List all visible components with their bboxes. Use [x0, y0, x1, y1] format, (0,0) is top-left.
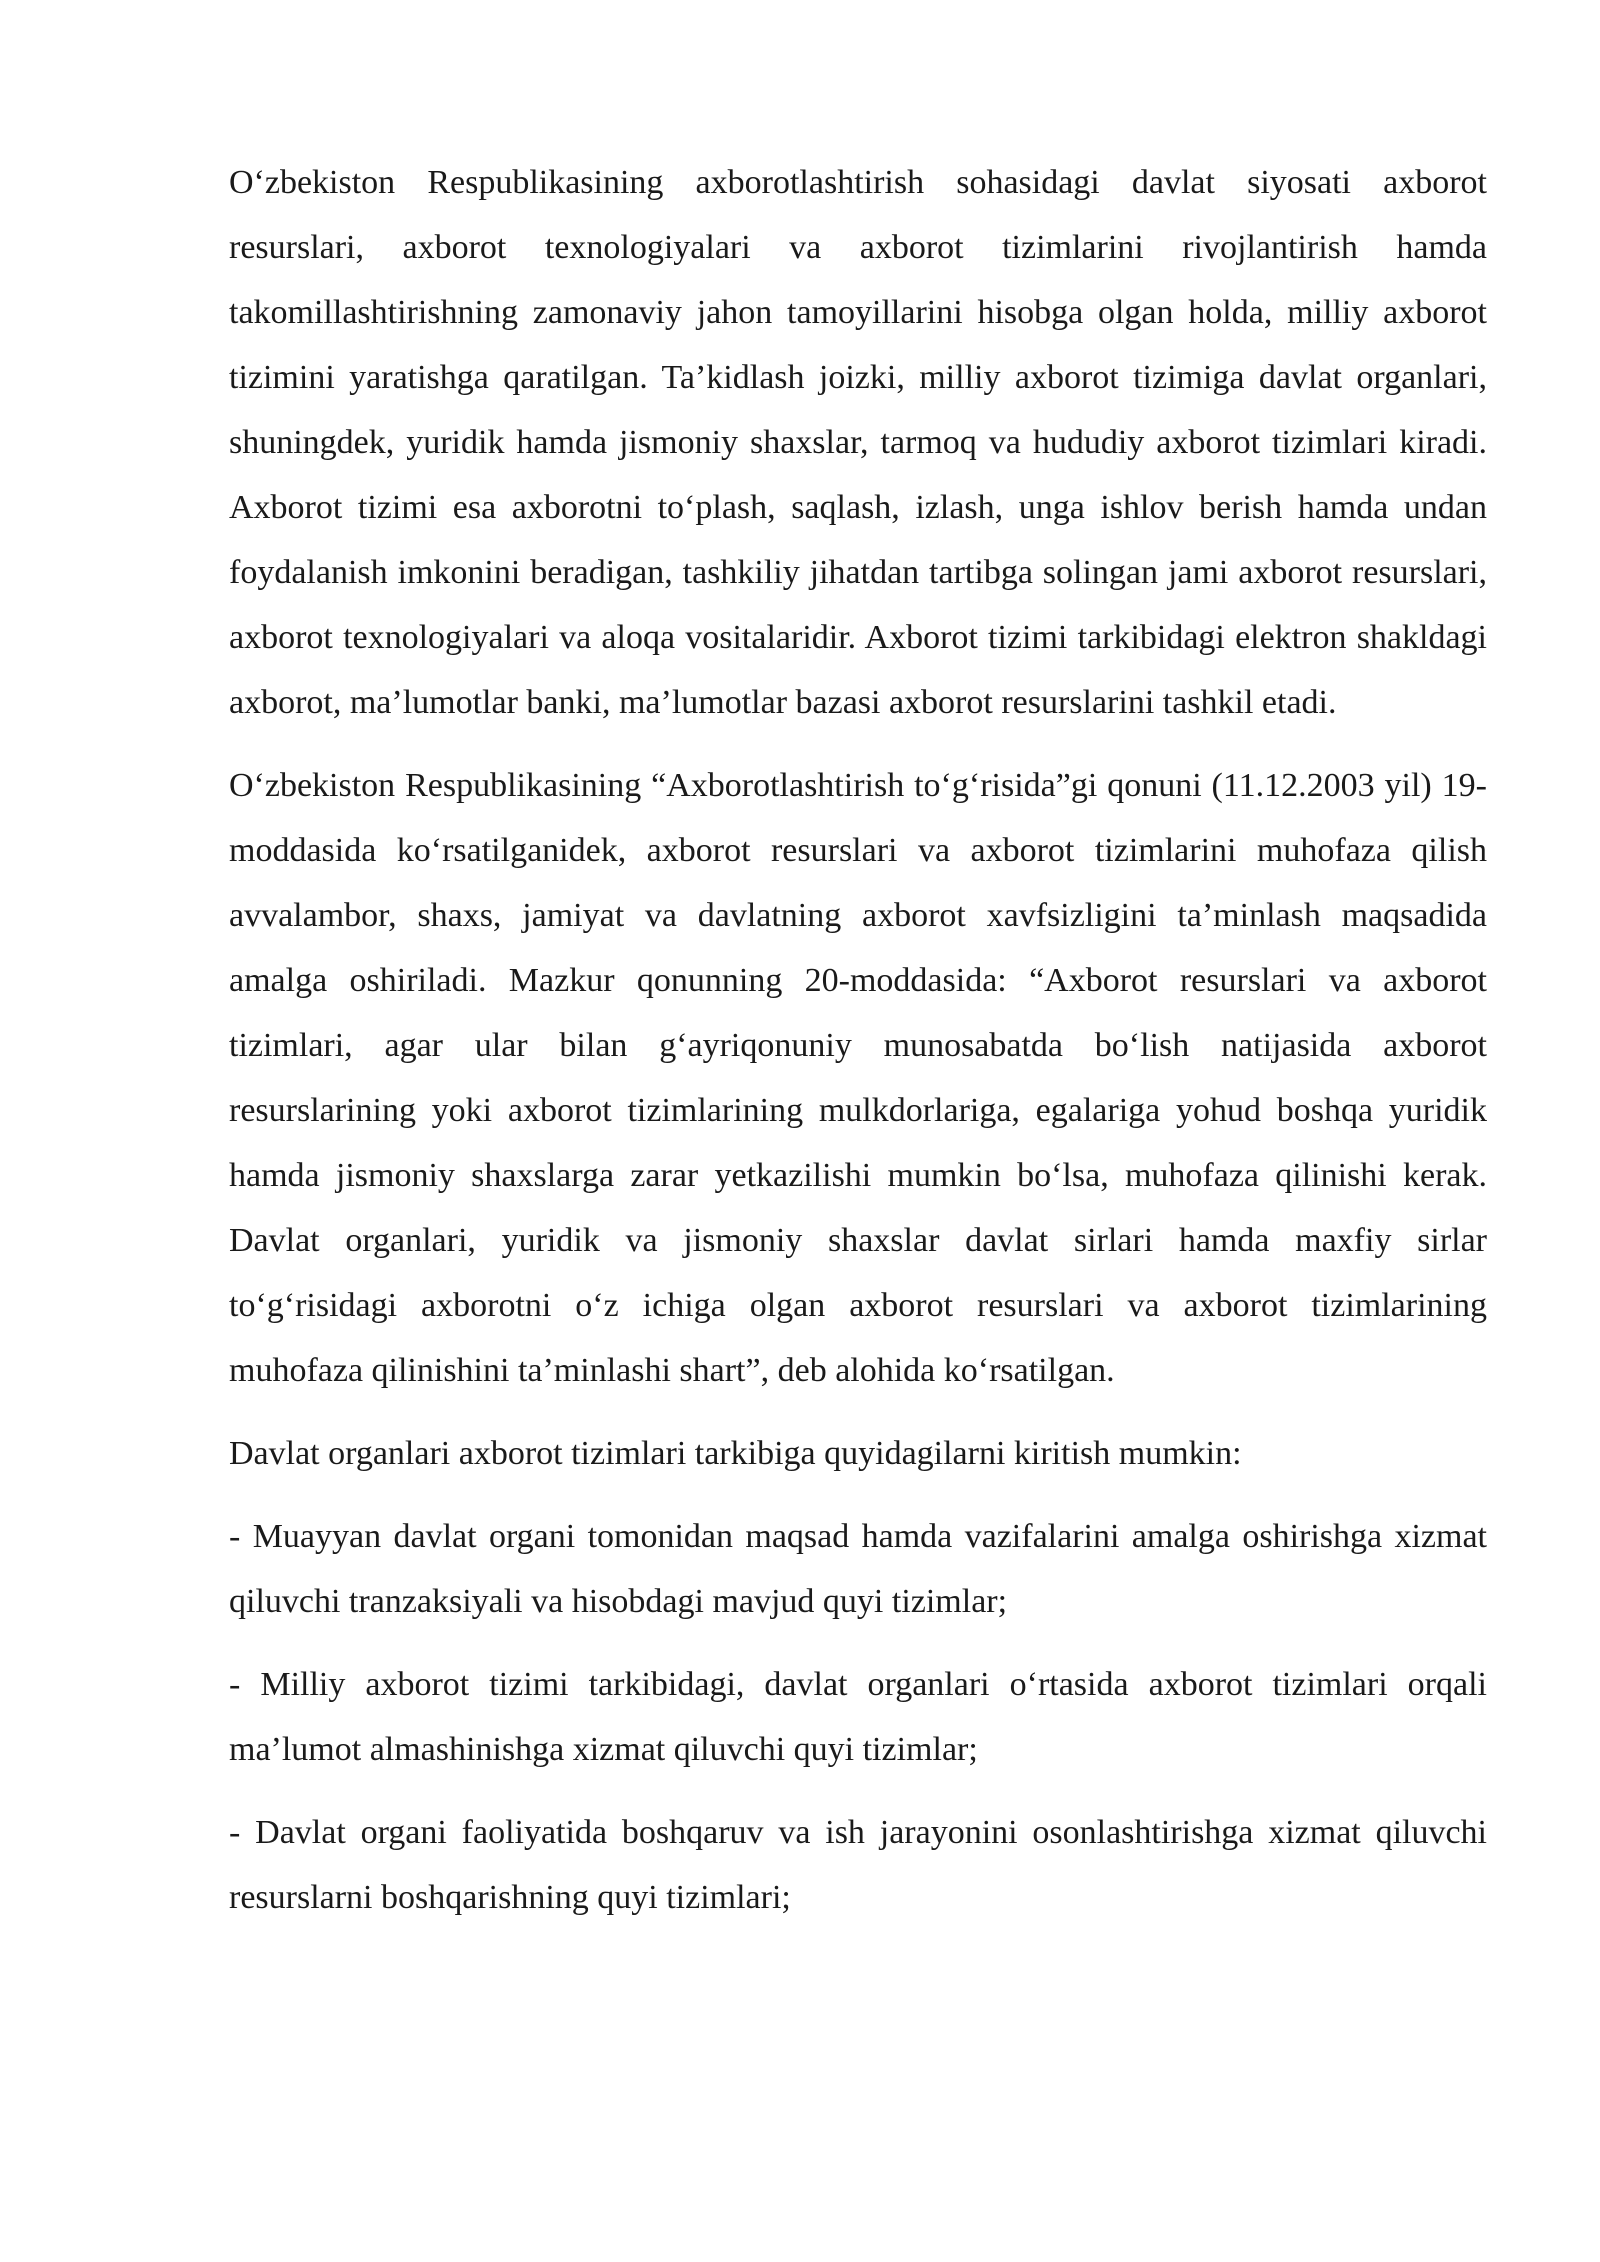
document-body [229, 150, 1487, 1948]
paragraph-list-lead: Davlat organlari axborot tizimlari tarkibiga quyidagilarni kiritish mumkin: [229, 1435, 1242, 1472]
list-item: - Milliy axborot tizimi tarkibidagi, davlat organlari o‘rtasida axborot tizimlari orqali ma’lumot almashinishga xizmat qiluvchi quyi tizimlar; [229, 1666, 1487, 1768]
list-item: - Muayyan davlat organi tomonidan maqsad hamda vazifalarini amalga oshirishga xizmat qiluvchi tranzaksiyali va hisobdagi mavjud quyi tizimlar; [229, 1518, 1487, 1620]
list-item: - Davlat organi faoliyatida boshqaruv va ish jarayonini osonlashtirishga xizmat qiluvchi resurslarni boshqarishning quyi tizimlari; [229, 1814, 1487, 1916]
paragraph-law: O‘zbekiston Respublikasining “Axborotlashtirish to‘g‘risida”gi qonuni (11.12.2003 yil) 19-moddasida ko‘rsatilganidek, axborot resurslari va axborot tizimlarini muhofaza qilish avvalambor, shaxs, jamiyat va davlatning axborot xavfsizligini ta’minlash maqsadida amalga oshiriladi. Mazkur qonunning 20-moddasida: “Axborot resurslari va axborot tizimlari, agar ular bilan g‘ayriqonuniy munosabatda bo‘lish natijasida axborot resurslarining yoki axborot tizimlarining mulkdorlariga, egalariga yohud boshqa yuridik hamda jismoniy shaxslarga zarar yetkazilishi mumkin bo‘lsa, muhofaza qilinishi kerak. Davlat organlari, yuridik va jismoniy shaxslar davlat sirlari hamda maxfiy sirlar to‘g‘risidagi axborotni o‘z ichiga olgan axborot resurslari va axborot tizimlarining muhofaza qilinishini ta’minlashi shart”, deb alohida ko‘rsatilgan. [229, 767, 1487, 1389]
paragraph-intro: O‘zbekiston Respublikasining axborotlashtirish sohasidagi davlat siyosati axborot resurslari, axborot texnologiyalari va axborot tizimlarini rivojlantirish hamda takomillashtirishning zamonaviy jahon tamoyillarini hisobga olgan holda, milliy axborot tizimini yaratishga qaratilgan. Ta’kidlash joizki, milliy axborot tizimiga davlat organlari, shuningdek, yuridik hamda jismoniy shaxslar, tarmoq va hududiy axborot tizimlari kiradi. Axborot tizimi esa axborotni to‘plash, saqlash, izlash, unga ishlov berish hamda undan foydalanish imkonini beradigan, tashkiliy jihatdan tartibga solingan jami axborot resurslari, axborot texnologiyalari va aloqa vositalaridir. Axborot tizimi tarkibidagi elektron shakldagi axborot, ma’lumotlar banki, ma’lumotlar bazasi axborot resurslarini tashkil etadi. [229, 164, 1487, 721]
